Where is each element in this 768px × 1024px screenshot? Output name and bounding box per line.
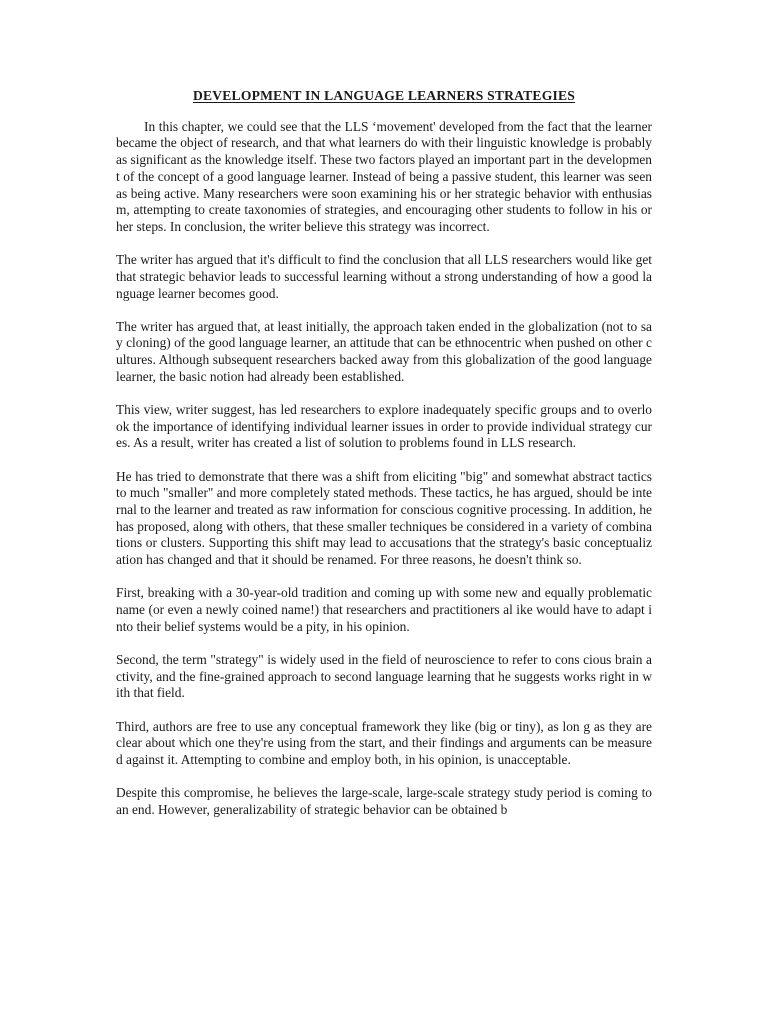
paragraph-2: The writer has argued that it's difficult to find the conclusion that all LLS researchers would like get that strategic behavior leads to successful learning without a strong understanding of how a good language learner becomes good. bbox=[116, 252, 652, 301]
paragraph-6: First, breaking with a 30-year-old tradition and coming up with some new and equally problematic name (or even a newly coined name!) that researchers and practitioners al ike would have to adapt into their belief systems would be a pity, in his opinion. bbox=[116, 585, 652, 634]
paragraph-9: Despite this compromise, he believes the large-scale, large-scale strategy study period is coming to an end. However, generalizability of strategic behavior can be obtained b bbox=[116, 785, 652, 817]
paragraph-7: Second, the term "strategy" is widely used in the field of neuroscience to refer to cons cious brain activity, and the fine-grained approach to second language learning that he suggests works right in with that field. bbox=[116, 651, 652, 701]
paragraph-5: He has tried to demonstrate that there was a shift from eliciting "big" and somewhat abstract tactics to much "smaller" and more completely stated methods. These tactics, he has argued, should be internal to the learner and treated as raw information for conscious cognitive processing. In addition, he has proposed, along with others, that these smaller techniques be considered in a variety of combinations or clusters. Supporting this shift may lead to accusations that the strategy's basic conceptualization has changed and that it should be renamed. For three reasons, he doesn't think so. bbox=[116, 468, 652, 568]
paragraph-1: In this chapter, we could see that the LLS ‘movement' developed from the fact that the learner became the object of research, and that what learners do with their linguistic knowledge is probably as significant as the knowledge itself. These two factors played an important part in the development of the concept of a good language learner. Instead of being a passive student, this learner was seen as being active. Many researchers were soon examining his or her strategic behavior with enthusiasm, attempting to create taxonomies of strategies, and encouraging other students to follow in his or her steps. In conclusion, the writer believe this strategy was incorrect. bbox=[116, 118, 652, 234]
paragraph-3: The writer has argued that, at least initially, the approach taken ended in the globalization (not to say cloning) of the good language learner, an attitude that can be ethnocentric when pushed on other cultures. Although subsequent researchers backed away from this globalization of the good language learner, the basic notion had already been established. bbox=[116, 318, 652, 384]
paragraph-8: Third, authors are free to use any conceptual framework they like (big or tiny), as lon g as they are clear about which one they're using from the start, and their findings and arguments can be measured against it. Attempting to combine and employ both, in his opinion, is unacceptable. bbox=[116, 718, 652, 767]
paragraph-4: This view, writer suggest, has led researchers to explore inadequately specific groups and to overlook the importance of identifying individual learner issues in order to provide individual strategy cures. As a result, writer has created a list of solution to problems found in LLS research. bbox=[116, 402, 652, 451]
document-body bbox=[116, 88, 652, 819]
document-title: DEVELOPMENT IN LANGUAGE LEARNERS STRATEGIES bbox=[192, 88, 575, 103]
